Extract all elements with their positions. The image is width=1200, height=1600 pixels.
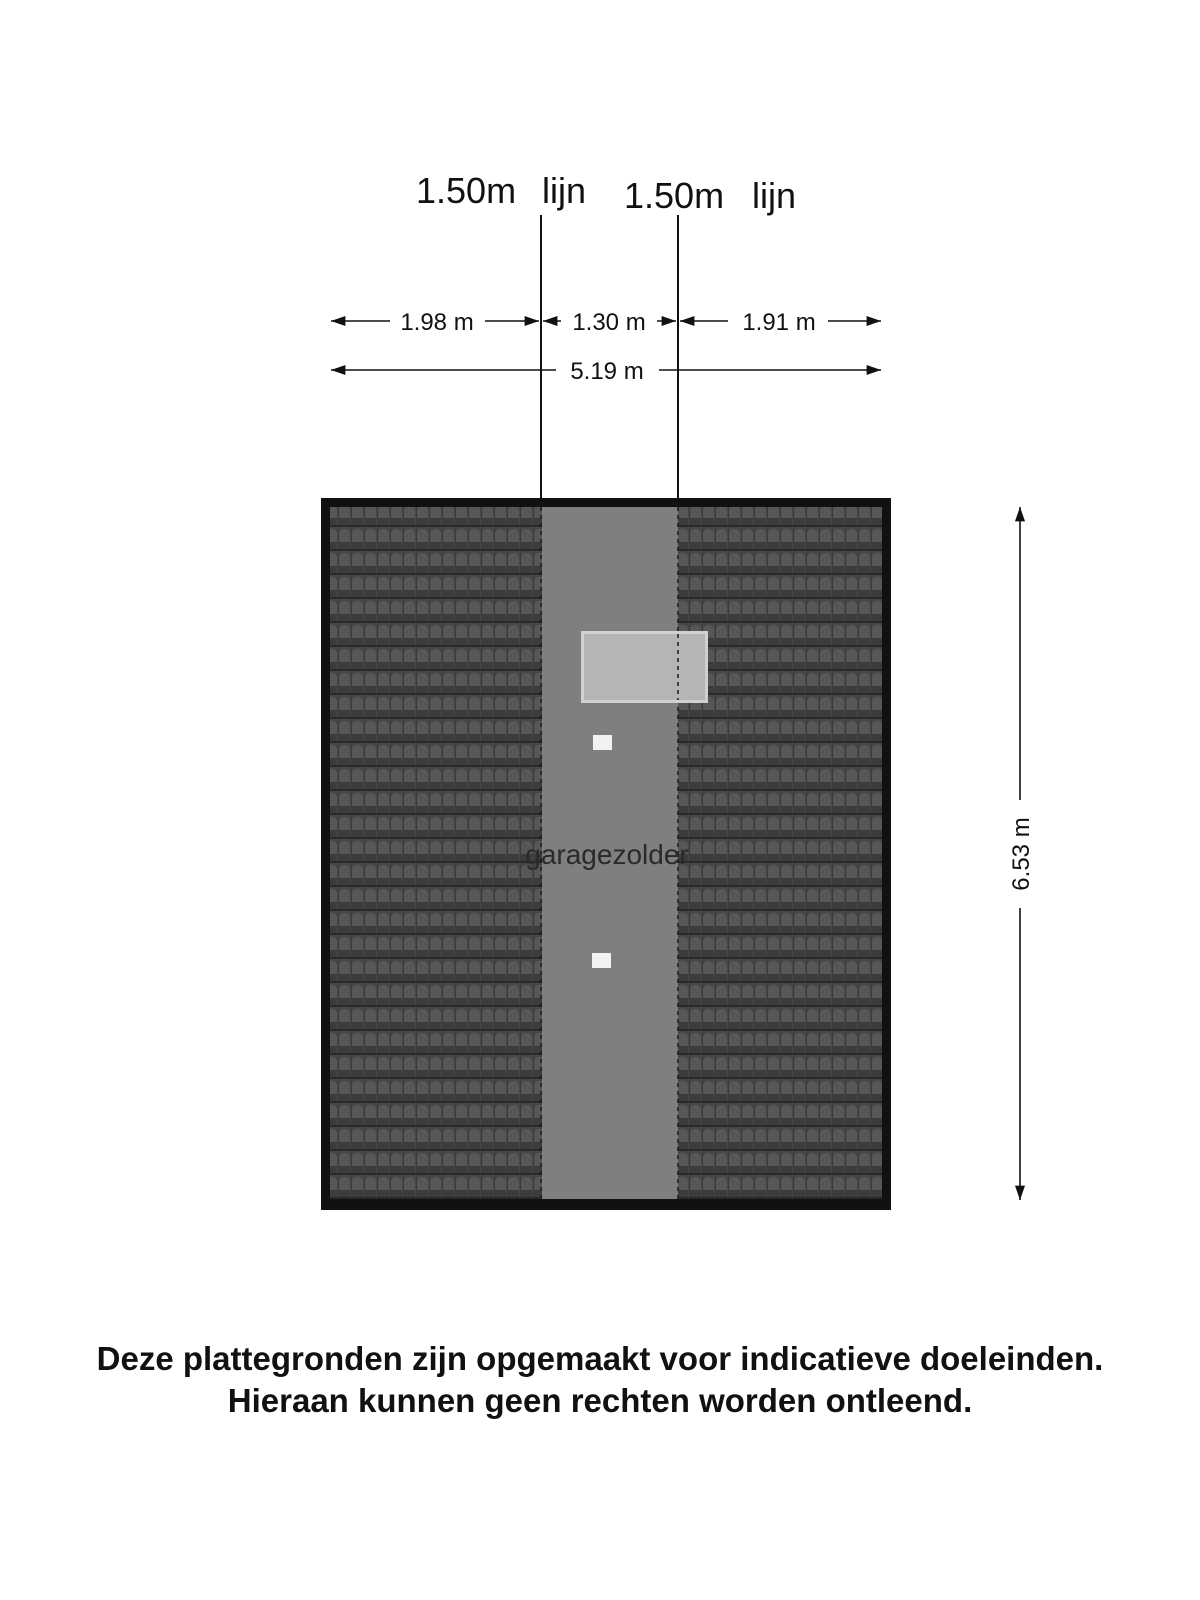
skylight xyxy=(581,631,708,703)
roof-vent-bottom xyxy=(592,953,611,968)
line-label-right xyxy=(624,175,796,216)
room-name: garagezolder xyxy=(525,839,689,870)
dimension-segments xyxy=(331,309,881,336)
line-label-left xyxy=(416,170,586,211)
line-label-left-value: 1.50m xyxy=(416,170,517,211)
dimension-middle: 1.30 m xyxy=(572,309,646,336)
dimension-height-label: 6.53 m xyxy=(1008,817,1035,891)
dimension-total xyxy=(331,358,881,385)
dimension-total-label: 5.19 m xyxy=(570,358,644,385)
line-label-right-value: 1.50m xyxy=(624,175,725,216)
dimension-height xyxy=(1008,507,1035,1200)
dimension-left: 1.98 m xyxy=(400,309,474,336)
disclaimer-line-1: Deze plattegronden zijn opgemaakt voor indicatieve doeleinden. xyxy=(96,1340,1104,1377)
line-label-left-unit: lijn xyxy=(542,170,587,211)
roof-vent-top xyxy=(593,735,612,750)
line-label-right-unit: lijn xyxy=(752,175,797,216)
disclaimer-line-2: Hieraan kunnen geen rechten worden ontleend. xyxy=(227,1382,973,1419)
dimension-right: 1.91 m xyxy=(742,309,816,336)
